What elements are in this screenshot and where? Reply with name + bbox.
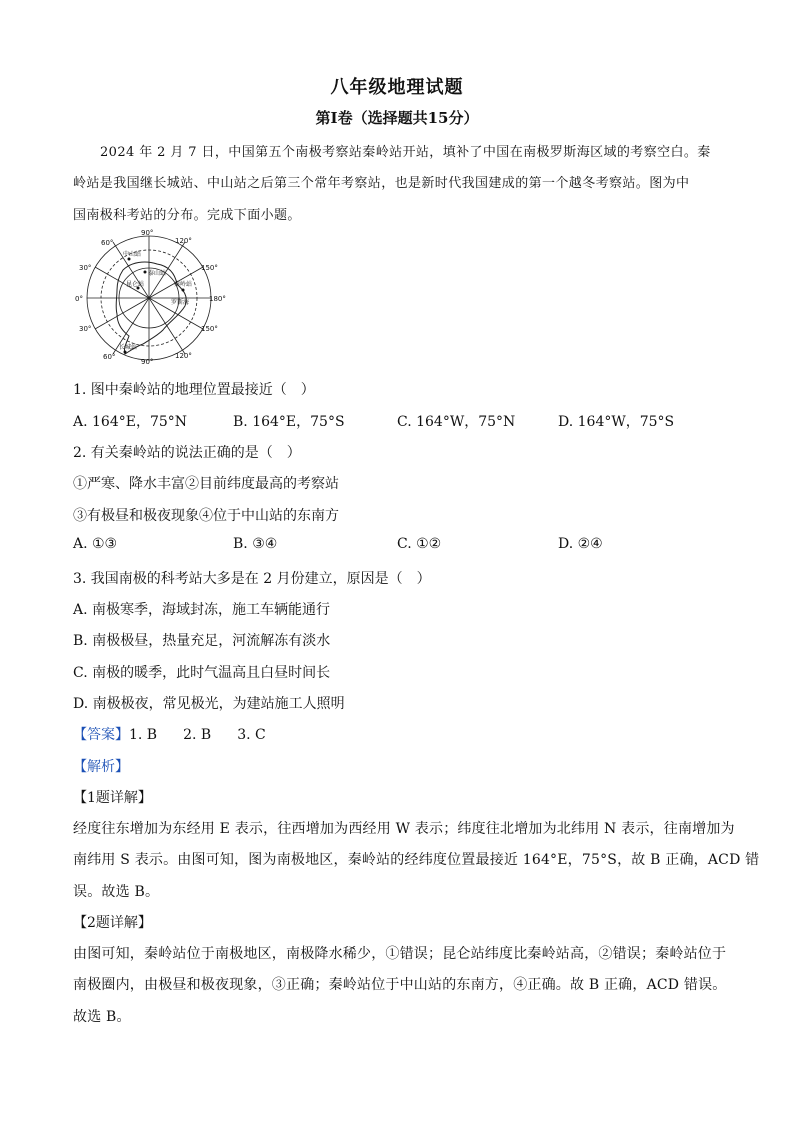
answer-3: 3. C — [237, 727, 266, 743]
detail1-label: 【1题详解】 — [73, 790, 152, 806]
q2-stem: 2. 有关秦岭站的说法正确的是（ ） — [73, 445, 301, 461]
lon-label: 0° — [75, 295, 83, 303]
station-kunlun: 昆仑站 — [126, 281, 145, 288]
station-qinling: 秦岭站 — [174, 281, 193, 288]
station-zhongshan: 中山站 — [123, 251, 142, 258]
intro-line-2: 岭站是我国继长城站、中山站之后第三个常年考察站，也是新时代我国建成的第一个越冬考察站。图为中 — [73, 176, 690, 191]
lon-label: 150° — [201, 264, 218, 272]
lon-label: 120° — [175, 352, 192, 360]
intro-line-3: 国南极科考站的分布。完成下面小题。 — [73, 208, 301, 223]
page-title: 八年级地理试题 — [330, 77, 464, 98]
q1-option-b: B. 164°E，75°S — [233, 414, 345, 430]
lon-label: 120° — [175, 237, 192, 245]
detail1-line-2: 南纬用 S 表示。由图可知，图为南极地区，秦岭站的经纬度位置最接近 164°E，75°S，故 B 正确，ACD 错 — [73, 852, 760, 868]
lon-label: 90° — [141, 229, 154, 237]
q3-option-d: D. 南极极夜，常见极光，为建站施工人照明 — [73, 696, 345, 712]
detail2-label: 【2题详解】 — [73, 915, 152, 931]
ross-sea-label: 罗斯海 — [171, 299, 190, 306]
answer-label: 【答案】 — [73, 727, 129, 743]
lon-label: 180° — [209, 295, 226, 303]
analysis-label: 【解析】 — [73, 759, 129, 775]
q2-statements-1: ①严寒、降水丰富②目前纬度最高的考察站 — [73, 476, 339, 492]
q2-option-a: A. ①③ — [73, 536, 118, 552]
map-graticule — [87, 236, 211, 360]
lon-label: 30° — [79, 325, 92, 333]
q2-option-b: B. ③④ — [233, 536, 278, 552]
answer-row — [73, 724, 266, 744]
station-taishan: 泰山站 — [148, 270, 167, 277]
q2-statements-2: ③有极昼和极夜现象④位于中山站的东南方 — [73, 508, 339, 524]
q3-option-b: B. 南极极昼，热量充足，河流解冻有淡水 — [73, 633, 331, 649]
detail2-line-1: 由图可知，秦岭站位于南极地区，南极降水稀少，①错误；昆仑站纬度比秦岭站高，②错误；秦岭站位于 — [73, 946, 727, 962]
lon-label: 60° — [103, 353, 116, 361]
q3-stem: 3. 我国南极的科考站大多是在 2 月份建立，原因是（ ） — [73, 571, 431, 587]
detail2-line-3: 故选 B。 — [73, 1009, 131, 1025]
q3-option-a: A. 南极寒季，海域封冻，施工车辆能通行 — [73, 602, 331, 618]
detail1-line-1: 经度往东增加为东经用 E 表示，往西增加为西经用 W 表示；纬度往北增加为北纬用 N 表示，往南增加为 — [73, 821, 735, 837]
q1-option-a: A. 164°E，75°N — [73, 414, 188, 430]
q2-option-d: D. ②④ — [558, 536, 603, 552]
q1-option-c: C. 164°W，75°N — [397, 414, 516, 430]
lon-label: 60° — [101, 239, 114, 247]
q3-option-c: C. 南极的暖季，此时气温高且白昼时间长 — [73, 665, 331, 681]
detail1-line-3: 误。故选 B。 — [73, 884, 160, 900]
lon-label: 30° — [79, 264, 92, 272]
answer-1: 1. B — [129, 727, 158, 743]
answer-2: 2. B — [183, 727, 212, 743]
detail2-line-2: 南极圈内，由极昼和极夜现象，③正确；秦岭站位于中山站的东南方，④正确。故 B 正确，ACD 错误。 — [73, 977, 727, 993]
q1-option-d: D. 164°W，75°S — [558, 414, 675, 430]
lon-label: 150° — [201, 325, 218, 333]
section-subtitle: 第Ⅰ卷（选择题共15分） — [315, 109, 479, 127]
q1-stem: 1. 图中秦岭站的地理位置最接近（ ） — [73, 382, 315, 398]
lon-label: 90° — [141, 358, 154, 364]
q2-option-c: C. ①② — [397, 536, 442, 552]
intro-line-1: 2024 年 2 月 7 日，中国第五个南极考察站秦岭站开站，填补了中国在南极罗斯海区域的考察空白。秦 — [100, 145, 711, 160]
station-great-wall: 长城站 — [119, 344, 138, 351]
antarctic-station-map — [71, 226, 231, 364]
